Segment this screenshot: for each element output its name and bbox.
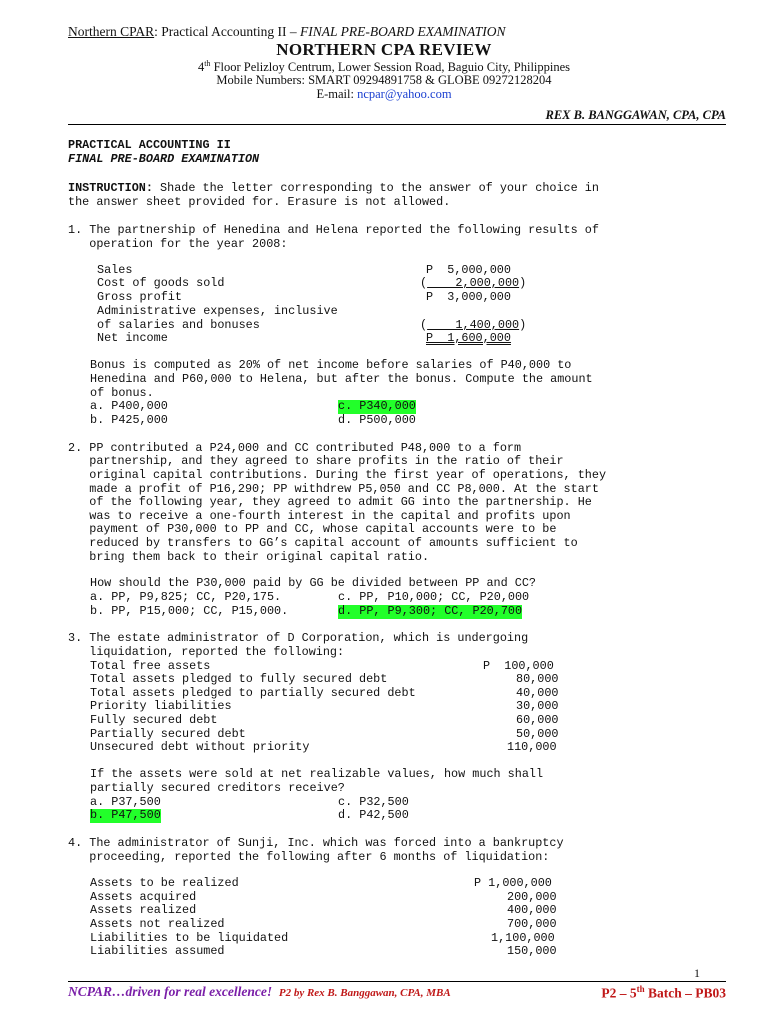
q3-row-label: Total free assets bbox=[90, 659, 211, 673]
header-divider bbox=[68, 124, 726, 125]
page-number: 1 bbox=[694, 966, 700, 980]
q1-choice-c-answer: c. P340,000 bbox=[338, 399, 416, 413]
q4-row-label: Assets realized bbox=[90, 903, 197, 917]
q2-stem: original capital contributions. During the first year of operations, they bbox=[68, 468, 607, 482]
q2-stem: bring them back to their original capital ratio. bbox=[68, 550, 430, 564]
q4-row-label: Liabilities to be liquidated bbox=[90, 931, 289, 945]
instruction-line-2: the answer sheet provided for. Erasure is not allowed. bbox=[68, 195, 451, 209]
q1-stem-1: 1. The partnership of Henedina and Helena reported the following results of bbox=[68, 223, 599, 237]
q3-row-label: Total assets pledged to partially secured debt bbox=[90, 686, 416, 700]
q3-row-value: P 100,000 bbox=[483, 659, 554, 673]
q3-row-value: 40,000 bbox=[516, 686, 559, 700]
q4-row-value: 1,100,000 bbox=[491, 931, 555, 945]
q1-row-label: Net income bbox=[97, 331, 168, 345]
q3-choice-a: a. P37,500 bbox=[90, 795, 161, 809]
q3-choice-b-answer: b. P47,500 bbox=[90, 808, 161, 822]
q4-row-value: 700,000 bbox=[507, 917, 557, 931]
footer-divider bbox=[68, 981, 726, 982]
q1-row-label: Sales bbox=[97, 263, 133, 277]
org-name: Northern CPAR bbox=[68, 24, 155, 39]
running-header: Northern CPAR: Practical Accounting II – FINAL PRE-BOARD EXAMINATION bbox=[68, 24, 506, 39]
school-name: NORTHERN CPA REVIEW bbox=[276, 40, 492, 59]
author-signature: REX B. BANGGAWAN, CPA, CPA bbox=[545, 108, 726, 122]
exam-name: FINAL PRE-BOARD EXAMINATION bbox=[300, 24, 506, 39]
q2-choice-d-answer: d. PP, P9,300; CC, P20,700 bbox=[338, 604, 523, 618]
q3-choice-c: c. P32,500 bbox=[338, 795, 409, 809]
q4-row-value: 200,000 bbox=[507, 890, 557, 904]
doc-subtitle: FINAL PRE-BOARD EXAMINATION bbox=[68, 152, 260, 166]
q4-row-label: Assets to be realized bbox=[90, 876, 239, 890]
q3-row-value: 80,000 bbox=[516, 672, 559, 686]
q4-row-label: Assets not realized bbox=[90, 917, 225, 931]
q4-row-value: P 1,000,000 bbox=[474, 876, 552, 890]
q2-stem: 2. PP contributed a P24,000 and CC contributed P48,000 to a form bbox=[68, 441, 522, 455]
q3-choice-d: d. P42,500 bbox=[338, 808, 409, 822]
q1-prompt-1: Bonus is computed as 20% of net income before salaries of P40,000 to bbox=[90, 358, 572, 372]
q2-stem: reduced by transfers to GG’s capital account of amounts sufficient to bbox=[68, 536, 578, 550]
doc-title: PRACTICAL ACCOUNTING II bbox=[68, 138, 231, 152]
q3-row-value: 110,000 bbox=[507, 740, 557, 754]
q1-choice-b: b. P425,000 bbox=[90, 413, 168, 427]
q2-choice-b: b. PP, P15,000; CC, P15,000. bbox=[90, 604, 289, 618]
q1-prompt-3: of bonus. bbox=[90, 386, 154, 400]
q3-row-label: Priority liabilities bbox=[90, 699, 232, 713]
q3-row-value: 60,000 bbox=[516, 713, 559, 727]
q1-choice-a: a. P400,000 bbox=[90, 399, 168, 413]
q3-row-value: 50,000 bbox=[516, 727, 559, 741]
q1-prompt-2: Henedina and P60,000 to Helena, but after the bonus. Compute the amount bbox=[90, 372, 593, 386]
q3-prompt-1: If the assets were sold at net realizable values, how much shall bbox=[90, 767, 544, 781]
q1-row-label: of salaries and bonuses bbox=[97, 318, 260, 332]
address: 4th Floor Pelizloy Centrum, Lower Session Road, Baguio City, Philippines bbox=[197, 59, 571, 75]
q1-row-label: Cost of goods sold bbox=[97, 276, 225, 290]
q2-choice-c: c. PP, P10,000; CC, P20,000 bbox=[338, 590, 530, 604]
mobile-numbers: Mobile Numbers: SMART 09294891758 & GLOBE 09272128204 bbox=[216, 73, 552, 87]
q1-stem-2: operation for the year 2008: bbox=[68, 237, 288, 251]
q2-prompt: How should the P30,000 paid by GG be divided between PP and CC? bbox=[90, 576, 536, 590]
q1-row-value: P 1,600,000 bbox=[426, 331, 511, 345]
q4-row-value: 400,000 bbox=[507, 903, 557, 917]
q3-row-label: Total assets pledged to fully secured debt bbox=[90, 672, 388, 686]
q2-stem: of the following year, they agreed to admit GG into the partnership. He bbox=[68, 495, 592, 509]
q1-row-value: P 3,000,000 bbox=[426, 290, 511, 304]
footer-tagline: NCPAR…driven for real excellence! P2 by Rex B. Banggawan, CPA, MBA bbox=[68, 984, 451, 999]
q1-row-value: ( 1,400,000) bbox=[420, 318, 527, 332]
q3-row-label: Unsecured debt without priority bbox=[90, 740, 310, 754]
footer-batch: P2 – 5th Batch – PB03 bbox=[601, 984, 726, 1001]
q3-row-label: Partially secured debt bbox=[90, 727, 246, 741]
q3-row-value: 30,000 bbox=[516, 699, 559, 713]
q3-prompt-2: partially secured creditors receive? bbox=[90, 781, 345, 795]
q4-row-label: Assets acquired bbox=[90, 890, 197, 904]
q4-row-value: 150,000 bbox=[507, 944, 557, 958]
q1-choice-d: d. P500,000 bbox=[338, 413, 416, 427]
q3-stem-2: liquidation, reported the following: bbox=[68, 645, 345, 659]
q2-choice-a: a. PP, P9,825; CC, P20,175. bbox=[90, 590, 282, 604]
subject: Practical Accounting II – bbox=[161, 24, 300, 39]
q3-row-label: Fully secured debt bbox=[90, 713, 218, 727]
q2-stem: partnership, and they agreed to share profits in the ratio of their bbox=[68, 454, 564, 468]
q3-stem-1: 3. The estate administrator of D Corporation, which is undergoing bbox=[68, 631, 529, 645]
footer-author: P2 by Rex B. Banggawan, CPA, MBA bbox=[278, 987, 451, 999]
q4-stem-1: 4. The administrator of Sunji, Inc. which was forced into a bankruptcy bbox=[68, 836, 564, 850]
email-link[interactable]: ncpar@yahoo.com bbox=[357, 87, 452, 101]
q2-stem: was to receive a one-fourth interest in the capital and profits upon bbox=[68, 509, 571, 523]
q1-row-value: ( 2,000,000) bbox=[420, 276, 527, 290]
q1-row-label: Gross profit bbox=[97, 290, 182, 304]
q1-row-label: Administrative expenses, inclusive bbox=[97, 304, 338, 318]
q2-stem: payment of P30,000 to PP and CC, whose capital accounts were to be bbox=[68, 522, 557, 536]
q4-row-label: Liabilities assumed bbox=[90, 944, 225, 958]
q1-row-value: P 5,000,000 bbox=[426, 263, 511, 277]
q2-stem: made a profit of P16,290; PP withdrew P5,050 and CC P8,000. At the start bbox=[68, 482, 599, 496]
instruction-line-1: INSTRUCTION: Shade the letter corresponding to the answer of your choice in bbox=[68, 181, 599, 195]
email-line: E-mail: ncpar@yahoo.com bbox=[316, 87, 452, 101]
q4-stem-2: proceeding, reported the following after 6 months of liquidation: bbox=[68, 850, 550, 864]
